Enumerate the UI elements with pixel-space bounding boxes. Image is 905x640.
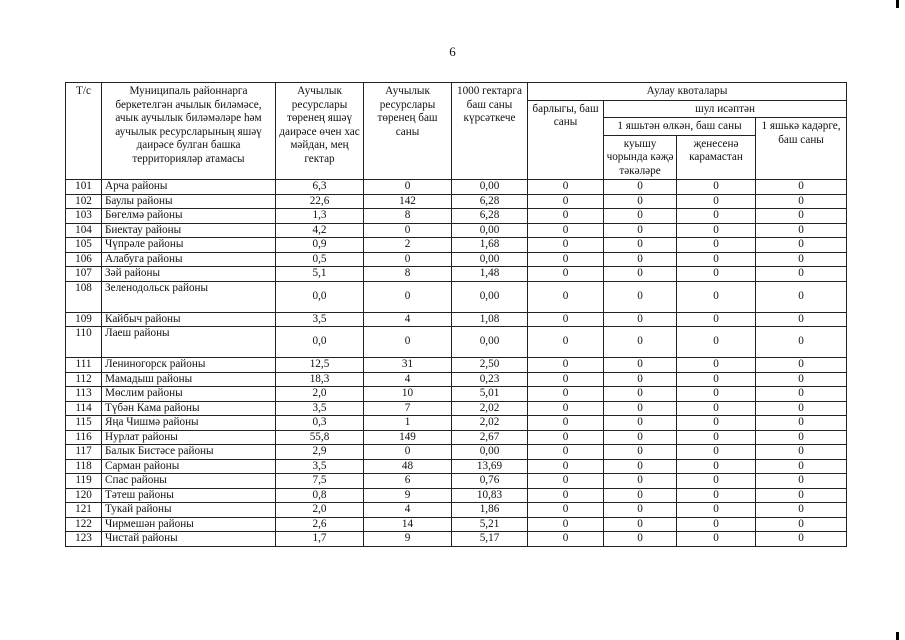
quota-under-one-cell: 0: [756, 488, 847, 503]
habitat-area-cell: 6,3: [276, 180, 364, 195]
header-population-count: Аучылык ресурслары төренең баш саны: [364, 83, 452, 180]
territory-name-cell: Мамадыш районы: [102, 372, 276, 387]
quota-total-cell: 0: [528, 387, 604, 402]
territory-name-cell: Балык Бистәсе районы: [102, 445, 276, 460]
quota-rut-males-cell: 0: [604, 267, 677, 282]
habitat-area-cell: 0,9: [276, 238, 364, 253]
density-value-cell: 0,23: [452, 372, 528, 387]
row-number-cell: 107: [66, 267, 102, 282]
quota-rut-males-cell: 0: [604, 358, 677, 373]
quota-any-sex-cell: 0: [677, 209, 756, 224]
habitat-area-cell: 0,0: [276, 327, 364, 358]
table-row: [66, 445, 847, 460]
header-rut-season-males: куышу чорында кәҗә тәкәләре: [604, 135, 677, 180]
territory-name-cell: Алабуга районы: [102, 252, 276, 267]
density-value-cell: 0,00: [452, 327, 528, 358]
quota-total-cell: 0: [528, 401, 604, 416]
quota-any-sex-cell: 0: [677, 387, 756, 402]
scan-edge-mark-top: [896, 0, 899, 8]
header-habitat-area: Аучылык ресурслары төренең яшәү даирәсе өчен хас мәйдан, мең гектар: [276, 83, 364, 180]
population-count-cell: 0: [364, 445, 452, 460]
territory-name-cell: Түбән Кама районы: [102, 401, 276, 416]
quota-total-cell: 0: [528, 180, 604, 195]
density-value-cell: 2,02: [452, 401, 528, 416]
density-value-cell: 6,28: [452, 194, 528, 209]
table-row: [66, 238, 847, 253]
quota-any-sex-cell: 0: [677, 517, 756, 532]
territory-name-cell: Кайбыч районы: [102, 312, 276, 327]
density-value-cell: 0,76: [452, 474, 528, 489]
habitat-area-cell: 2,9: [276, 445, 364, 460]
quota-rut-males-cell: 0: [604, 430, 677, 445]
quota-under-one-cell: 0: [756, 238, 847, 253]
habitat-area-cell: 5,1: [276, 267, 364, 282]
density-value-cell: 2,02: [452, 416, 528, 431]
row-number-cell: 122: [66, 517, 102, 532]
quota-rut-males-cell: 0: [604, 327, 677, 358]
row-number-cell: 103: [66, 209, 102, 224]
habitat-area-cell: 7,5: [276, 474, 364, 489]
table-row: [66, 387, 847, 402]
population-count-cell: 142: [364, 194, 452, 209]
quota-total-cell: 0: [528, 430, 604, 445]
territory-name-cell: Зәй районы: [102, 267, 276, 282]
density-value-cell: 13,69: [452, 459, 528, 474]
population-count-cell: 10: [364, 387, 452, 402]
quota-total-cell: 0: [528, 532, 604, 547]
density-value-cell: 6,28: [452, 209, 528, 224]
quota-any-sex-cell: 0: [677, 416, 756, 431]
density-value-cell: 0,00: [452, 281, 528, 312]
quota-total-cell: 0: [528, 194, 604, 209]
habitat-area-cell: 3,5: [276, 459, 364, 474]
quota-under-one-cell: 0: [756, 267, 847, 282]
density-value-cell: 1,08: [452, 312, 528, 327]
quota-any-sex-cell: 0: [677, 281, 756, 312]
territory-name-cell: Тәтеш районы: [102, 488, 276, 503]
density-value-cell: 1,86: [452, 503, 528, 518]
quota-rut-males-cell: 0: [604, 532, 677, 547]
quota-any-sex-cell: 0: [677, 312, 756, 327]
row-number-cell: 112: [66, 372, 102, 387]
density-value-cell: 0,00: [452, 252, 528, 267]
density-value-cell: 1,68: [452, 238, 528, 253]
quota-total-cell: 0: [528, 459, 604, 474]
population-count-cell: 0: [364, 252, 452, 267]
quota-rut-males-cell: 0: [604, 238, 677, 253]
density-value-cell: 2,50: [452, 358, 528, 373]
quota-under-one-cell: 0: [756, 474, 847, 489]
header-quota-total: барлыгы, баш саны: [528, 100, 604, 180]
quota-any-sex-cell: 0: [677, 474, 756, 489]
quota-rut-males-cell: 0: [604, 503, 677, 518]
habitat-area-cell: 3,5: [276, 401, 364, 416]
quota-under-one-cell: 0: [756, 180, 847, 195]
table-row: [66, 209, 847, 224]
quota-any-sex-cell: 0: [677, 459, 756, 474]
quota-total-cell: 0: [528, 252, 604, 267]
quota-any-sex-cell: 0: [677, 252, 756, 267]
habitat-area-cell: 3,5: [276, 312, 364, 327]
habitat-area-cell: 0,8: [276, 488, 364, 503]
quota-under-one-cell: 0: [756, 312, 847, 327]
quota-any-sex-cell: 0: [677, 223, 756, 238]
quota-total-cell: 0: [528, 358, 604, 373]
territory-name-cell: Чирмешән районы: [102, 517, 276, 532]
row-number-cell: 118: [66, 459, 102, 474]
quota-total-cell: 0: [528, 223, 604, 238]
quota-total-cell: 0: [528, 327, 604, 358]
row-number-cell: 116: [66, 430, 102, 445]
quota-any-sex-cell: 0: [677, 430, 756, 445]
territory-name-cell: Сарман районы: [102, 459, 276, 474]
density-value-cell: 5,17: [452, 532, 528, 547]
row-number-cell: 109: [66, 312, 102, 327]
population-count-cell: 4: [364, 503, 452, 518]
density-value-cell: 10,83: [452, 488, 528, 503]
row-number-cell: 111: [66, 358, 102, 373]
habitat-area-cell: 55,8: [276, 430, 364, 445]
table-row: [66, 517, 847, 532]
quota-under-one-cell: 0: [756, 327, 847, 358]
quota-total-cell: 0: [528, 445, 604, 460]
header-over-one-year: 1 яшьтән өлкән, баш саны: [604, 118, 756, 136]
quota-any-sex-cell: 0: [677, 358, 756, 373]
quota-under-one-cell: 0: [756, 358, 847, 373]
header-row-number: Т/с: [66, 83, 102, 180]
territory-name-cell: Чүпрәле районы: [102, 238, 276, 253]
quota-any-sex-cell: 0: [677, 194, 756, 209]
table-row: [66, 372, 847, 387]
header-territory-name: Муниципаль районнарга беркетелгән ачылык биләмәсе, ачык аучылык биләмәләре һәм аучылык ресурсларының яшәү даирәсе булган башка территорияләр атамасы: [102, 83, 276, 180]
quota-any-sex-cell: 0: [677, 372, 756, 387]
habitat-area-cell: 0,5: [276, 252, 364, 267]
quota-any-sex-cell: 0: [677, 401, 756, 416]
territory-name-cell: Чистай районы: [102, 532, 276, 547]
population-count-cell: 14: [364, 517, 452, 532]
population-count-cell: 2: [364, 238, 452, 253]
row-number-cell: 114: [66, 401, 102, 416]
quota-total-cell: 0: [528, 517, 604, 532]
territory-name-cell: Яңа Чишмә районы: [102, 416, 276, 431]
row-number-cell: 108: [66, 281, 102, 312]
population-count-cell: 31: [364, 358, 452, 373]
row-number-cell: 113: [66, 387, 102, 402]
habitat-area-cell: 1,7: [276, 532, 364, 547]
row-number-cell: 106: [66, 252, 102, 267]
header-including: шул исәптән: [604, 100, 847, 118]
row-number-cell: 117: [66, 445, 102, 460]
quota-under-one-cell: 0: [756, 430, 847, 445]
density-value-cell: 1,48: [452, 267, 528, 282]
population-count-cell: 0: [364, 281, 452, 312]
quota-rut-males-cell: 0: [604, 180, 677, 195]
quota-any-sex-cell: 0: [677, 267, 756, 282]
quota-total-cell: 0: [528, 503, 604, 518]
habitat-area-cell: 0,3: [276, 416, 364, 431]
quota-any-sex-cell: 0: [677, 445, 756, 460]
population-count-cell: 0: [364, 180, 452, 195]
quota-any-sex-cell: 0: [677, 180, 756, 195]
quota-rut-males-cell: 0: [604, 194, 677, 209]
quota-total-cell: 0: [528, 238, 604, 253]
quota-under-one-cell: 0: [756, 445, 847, 460]
row-number-cell: 105: [66, 238, 102, 253]
row-number-cell: 102: [66, 194, 102, 209]
territory-name-cell: Лениногорск районы: [102, 358, 276, 373]
table-row: [66, 327, 847, 358]
row-number-cell: 115: [66, 416, 102, 431]
quota-under-one-cell: 0: [756, 194, 847, 209]
population-count-cell: 48: [364, 459, 452, 474]
density-value-cell: 0,00: [452, 445, 528, 460]
density-value-cell: 2,67: [452, 430, 528, 445]
quota-total-cell: 0: [528, 267, 604, 282]
table-row: [66, 503, 847, 518]
page-number: 6: [449, 44, 456, 59]
habitat-area-cell: 2,0: [276, 503, 364, 518]
header-hunting-quotas: Аулау квоталары: [528, 83, 847, 101]
territory-name-cell: Биектау районы: [102, 223, 276, 238]
table-row: [66, 267, 847, 282]
territory-name-cell: Тукай районы: [102, 503, 276, 518]
table-row: [66, 488, 847, 503]
quota-under-one-cell: 0: [756, 372, 847, 387]
quota-any-sex-cell: 0: [677, 532, 756, 547]
population-count-cell: 149: [364, 430, 452, 445]
row-number-cell: 101: [66, 180, 102, 195]
population-count-cell: 7: [364, 401, 452, 416]
header-regardless-of-sex: җенесенә карамастан: [677, 135, 756, 180]
density-value-cell: 5,21: [452, 517, 528, 532]
habitat-area-cell: 22,6: [276, 194, 364, 209]
quota-rut-males-cell: 0: [604, 209, 677, 224]
territory-name-cell: Нурлат районы: [102, 430, 276, 445]
quota-total-cell: 0: [528, 416, 604, 431]
territory-name-cell: Баулы районы: [102, 194, 276, 209]
table-row: [66, 532, 847, 547]
row-number-cell: 104: [66, 223, 102, 238]
habitat-area-cell: 18,3: [276, 372, 364, 387]
quota-total-cell: 0: [528, 372, 604, 387]
table-row: [66, 430, 847, 445]
table-row: [66, 401, 847, 416]
quota-rut-males-cell: 0: [604, 474, 677, 489]
territory-name-cell: Лаеш районы: [102, 327, 276, 358]
quota-rut-males-cell: 0: [604, 445, 677, 460]
hunting-quota-table: [65, 82, 847, 547]
quota-under-one-cell: 0: [756, 223, 847, 238]
quota-under-one-cell: 0: [756, 532, 847, 547]
row-number-cell: 121: [66, 503, 102, 518]
table-row: [66, 223, 847, 238]
population-count-cell: 6: [364, 474, 452, 489]
table-row: [66, 252, 847, 267]
quota-under-one-cell: 0: [756, 209, 847, 224]
density-value-cell: 5,01: [452, 387, 528, 402]
quota-under-one-cell: 0: [756, 401, 847, 416]
quota-rut-males-cell: 0: [604, 488, 677, 503]
quota-total-cell: 0: [528, 209, 604, 224]
quota-total-cell: 0: [528, 312, 604, 327]
quota-any-sex-cell: 0: [677, 503, 756, 518]
population-count-cell: 8: [364, 209, 452, 224]
row-number-cell: 110: [66, 327, 102, 358]
quota-under-one-cell: 0: [756, 416, 847, 431]
quota-rut-males-cell: 0: [604, 252, 677, 267]
habitat-area-cell: 0,0: [276, 281, 364, 312]
territory-name-cell: Спас районы: [102, 474, 276, 489]
quota-rut-males-cell: 0: [604, 401, 677, 416]
quota-rut-males-cell: 0: [604, 416, 677, 431]
density-value-cell: 0,00: [452, 180, 528, 195]
scan-edge-mark-bottom: [896, 632, 899, 640]
table-row: [66, 312, 847, 327]
table-row: [66, 180, 847, 195]
quota-rut-males-cell: 0: [604, 387, 677, 402]
population-count-cell: 9: [364, 532, 452, 547]
quota-total-cell: 0: [528, 488, 604, 503]
quota-rut-males-cell: 0: [604, 372, 677, 387]
quota-rut-males-cell: 0: [604, 281, 677, 312]
quota-under-one-cell: 0: [756, 503, 847, 518]
quota-under-one-cell: 0: [756, 387, 847, 402]
habitat-area-cell: 1,3: [276, 209, 364, 224]
row-number-cell: 123: [66, 532, 102, 547]
row-number-cell: 120: [66, 488, 102, 503]
habitat-area-cell: 12,5: [276, 358, 364, 373]
quota-total-cell: 0: [528, 474, 604, 489]
population-count-cell: 4: [364, 372, 452, 387]
habitat-area-cell: 2,6: [276, 517, 364, 532]
quota-any-sex-cell: 0: [677, 238, 756, 253]
territory-name-cell: Зеленодольск районы: [102, 281, 276, 312]
quota-rut-males-cell: 0: [604, 312, 677, 327]
territory-name-cell: Арча районы: [102, 180, 276, 195]
table-row: [66, 358, 847, 373]
population-count-cell: 8: [364, 267, 452, 282]
table-header: [66, 83, 847, 180]
quota-any-sex-cell: 0: [677, 327, 756, 358]
quota-total-cell: 0: [528, 281, 604, 312]
quota-rut-males-cell: 0: [604, 223, 677, 238]
quota-under-one-cell: 0: [756, 281, 847, 312]
table-row: [66, 416, 847, 431]
population-count-cell: 0: [364, 327, 452, 358]
table-body: [66, 180, 847, 547]
density-value-cell: 0,00: [452, 223, 528, 238]
quota-rut-males-cell: 0: [604, 459, 677, 474]
quota-under-one-cell: 0: [756, 459, 847, 474]
population-count-cell: 1: [364, 416, 452, 431]
header-density: 1000 гектарга баш саны күрсәткече: [452, 83, 528, 180]
table-row: [66, 194, 847, 209]
table-row: [66, 474, 847, 489]
population-count-cell: 4: [364, 312, 452, 327]
territory-name-cell: Мөслим районы: [102, 387, 276, 402]
habitat-area-cell: 4,2: [276, 223, 364, 238]
table-row: [66, 459, 847, 474]
population-count-cell: 0: [364, 223, 452, 238]
table-row: [66, 281, 847, 312]
header-under-one-year: 1 яшькә кадәрге, баш саны: [756, 118, 847, 180]
habitat-area-cell: 2,0: [276, 387, 364, 402]
row-number-cell: 119: [66, 474, 102, 489]
population-count-cell: 9: [364, 488, 452, 503]
quota-any-sex-cell: 0: [677, 488, 756, 503]
quota-under-one-cell: 0: [756, 517, 847, 532]
territory-name-cell: Бөгелмә районы: [102, 209, 276, 224]
quota-under-one-cell: 0: [756, 252, 847, 267]
quota-rut-males-cell: 0: [604, 517, 677, 532]
